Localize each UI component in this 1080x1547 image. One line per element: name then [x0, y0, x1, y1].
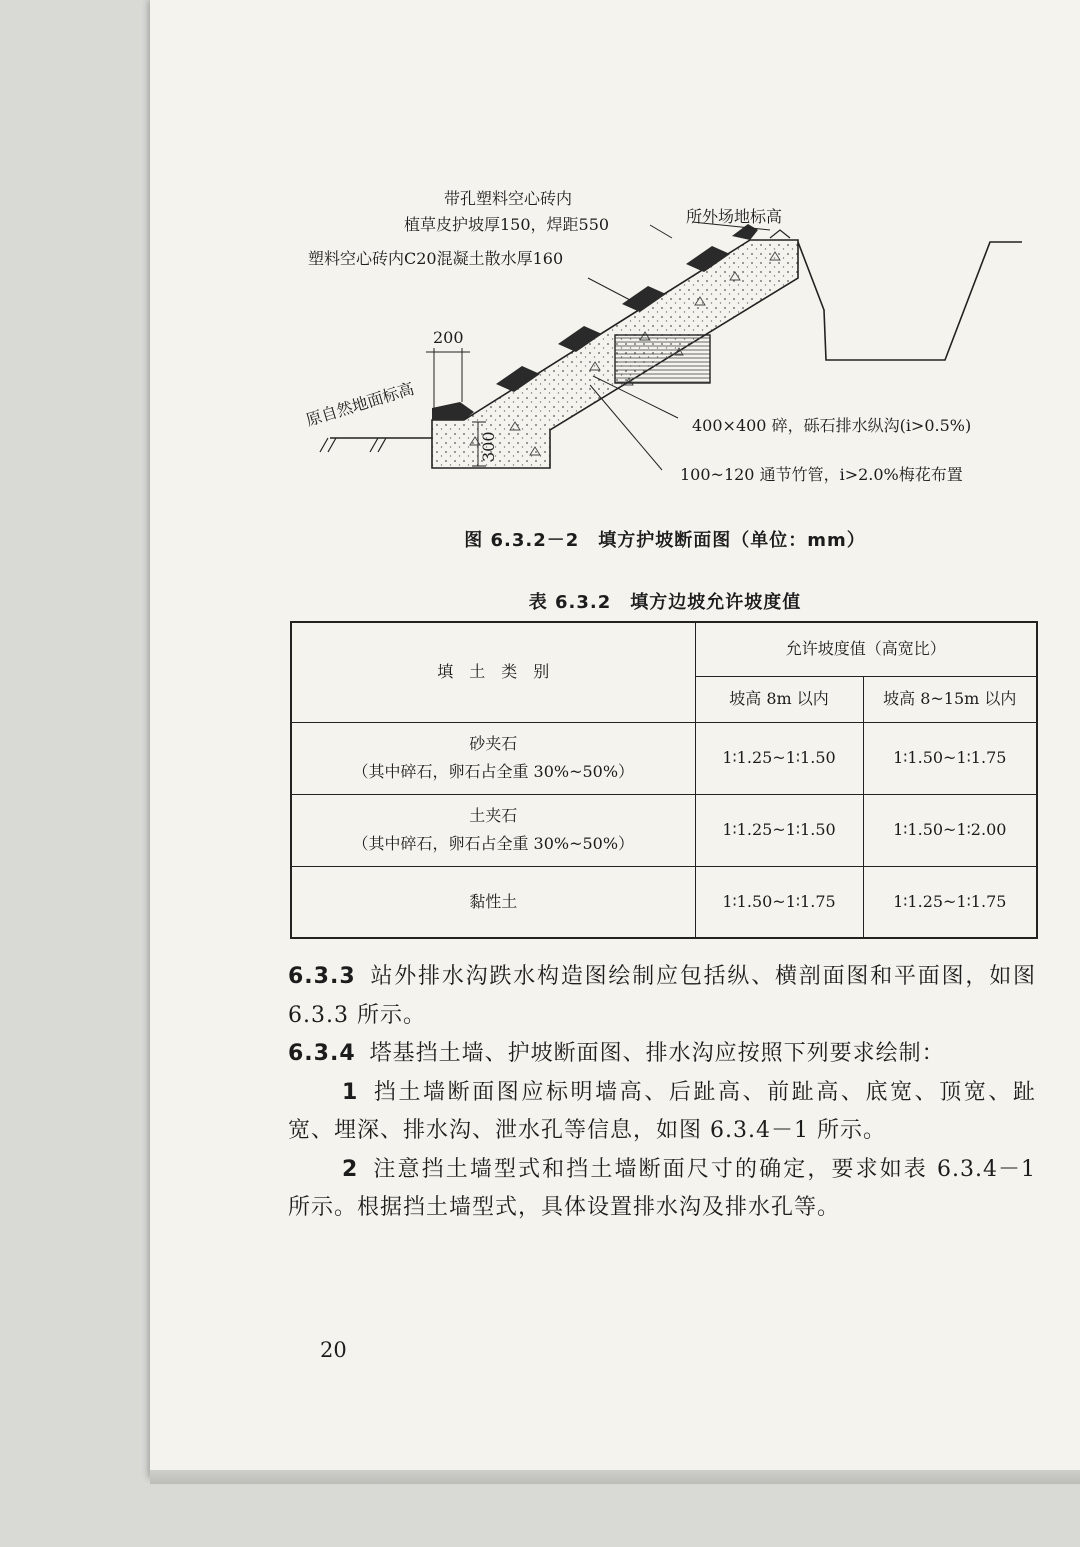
page-number: 20	[320, 1338, 347, 1362]
soil-name: 黏性土	[291, 866, 695, 938]
soil-cell	[291, 794, 695, 866]
dimension-200	[426, 348, 470, 410]
slope-value: 1∶1.25~1∶1.50	[695, 722, 863, 794]
slope-value: 1∶1.25~1∶1.75	[863, 866, 1037, 938]
paragraph-6-3-4	[288, 1035, 1036, 1074]
figure-caption: 图 6.3.2－2 填方护坡断面图（单位：mm）	[464, 530, 866, 551]
slope-table	[290, 621, 1038, 939]
table-row	[291, 722, 1037, 794]
soil-name: 土夹石	[469, 806, 518, 825]
table-row	[291, 794, 1037, 866]
outside-ground-ditch	[798, 242, 1022, 360]
header-allowed-slope: 允许坡度值（高宽比）	[695, 622, 1037, 676]
label-gravel-ditch: 400×400 碎，砾石排水纵沟(i>0.5%)	[692, 416, 972, 435]
item-number: 2	[342, 1156, 359, 1182]
label-outside-level: 所外场地标高	[686, 207, 783, 226]
slope-value: 1∶1.50~1∶1.75	[695, 866, 863, 938]
page-edge	[150, 1470, 1080, 1484]
table-caption: 表 6.3.2 填方边坡允许坡度值	[528, 592, 802, 613]
header-height-8m: 坡高 8m 以内	[695, 676, 863, 722]
clause-text: 塔基挡土墙、护坡断面图、排水沟应按照下列要求绘制：	[369, 1041, 945, 1066]
item-2	[288, 1151, 1036, 1228]
dim-200-label: 200	[433, 328, 464, 347]
item-text: 挡土墙断面图应标明墙高、后趾高、前趾高、底宽、顶宽、趾宽、埋深、排水沟、泄水孔等信息，如图 6.3.4－1 所示。	[288, 1079, 1036, 1143]
label-brick-line2: 植草皮护坡厚150，焊距550	[404, 215, 610, 234]
label-concrete: 塑料空心砖内C20混凝土散水厚160	[308, 249, 564, 268]
clause-text: 站外排水沟跌水构造图绘制应包括纵、横剖面图和平面图，如图 6.3.3 所示。	[288, 964, 1036, 1028]
ground-hatch	[320, 438, 386, 452]
dim-300-label: 300	[479, 431, 498, 462]
soil-name: 砂夹石	[469, 734, 518, 753]
body-text	[288, 958, 1036, 1228]
slope-value: 1∶1.25~1∶1.50	[695, 794, 863, 866]
header-height-8-15m: 坡高 8~15m 以内	[863, 676, 1037, 722]
slope-section-drawing	[300, 180, 1040, 510]
clause-number: 6.3.4	[288, 1041, 356, 1066]
header-soil-type: 填 土 类 别	[291, 622, 695, 722]
label-natural-ground: 原自然地面标高	[303, 378, 417, 430]
soil-cell	[291, 722, 695, 794]
soil-note: （其中碎石，卵石占全重 30%~50%）	[352, 834, 635, 853]
item-text: 注意挡土墙型式和挡土墙断面尺寸的确定，要求如表 6.3.4－1 所示。根据挡土墙型式，具体设置排水沟及排水孔等。	[288, 1156, 1036, 1220]
paragraph-6-3-3	[288, 958, 1036, 1035]
label-brick-line1: 带孔塑料空心砖内	[444, 189, 573, 208]
slope-section-figure	[300, 180, 1040, 510]
table-row	[291, 866, 1037, 938]
clause-number: 6.3.3	[288, 964, 356, 989]
soil-note: （其中碎石，卵石占全重 30%~50%）	[352, 762, 635, 781]
item-number: 1	[342, 1079, 359, 1105]
level-triangle	[770, 230, 790, 238]
slope-value: 1∶1.50~1∶1.75	[863, 722, 1037, 794]
gravel-drain-block	[615, 335, 710, 383]
item-1	[288, 1074, 1036, 1151]
label-bamboo-pipe: 100~120 通节竹管，i>2.0%梅花布置	[680, 465, 963, 484]
slope-value: 1∶1.50~1∶2.00	[863, 794, 1037, 866]
